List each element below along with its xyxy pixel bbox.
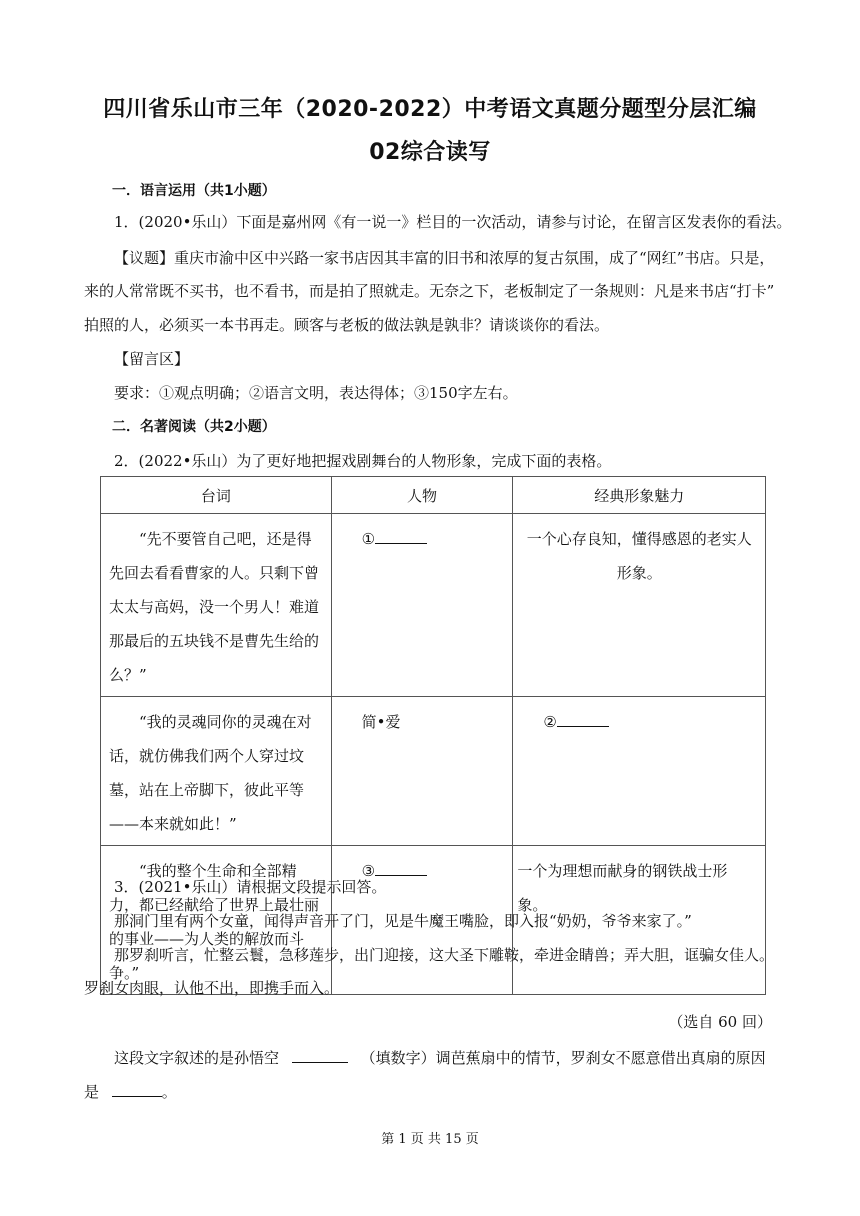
blank-label: ③ xyxy=(361,862,376,880)
question-3-stem: 3．(2021•乐山）请根据文段提示回答。 xyxy=(114,878,387,896)
question-3-question-line-1 xyxy=(114,1046,784,1069)
period: 。 xyxy=(161,1083,177,1101)
question-text: 这段文字叙述的是孙悟空 xyxy=(114,1049,280,1067)
table-header-character: 人物 xyxy=(331,477,513,514)
question-3-question-line-2 xyxy=(84,1080,784,1103)
answer-blank[interactable] xyxy=(375,859,427,876)
section-heading-classics-reading: 二．名著阅读（共2小题） xyxy=(112,419,276,435)
table-header-charm: 经典形象魅力 xyxy=(513,477,766,514)
answer-blank[interactable] xyxy=(112,1080,162,1097)
table-cell-charm xyxy=(513,697,766,846)
question-1-topic-line-1: 【议题】重庆市渝中区中兴路一家书店因其丰富的旧书和浓厚的复古氛围，成了“网红”书店。只是， xyxy=(114,249,775,267)
question-text: （填数字）调芭蕉扇中的情节，罗刹女不愿意借出真扇的原因 xyxy=(360,1049,766,1067)
table-cell-charm: 一个心存良知，懂得感恩的老实人形象。 xyxy=(513,514,766,697)
question-1-topic-line-2: 来的人常常既不买书，也不看书，而是拍了照就走。无奈之下，老板制定了一条规则：凡是来书店“打卡” xyxy=(84,282,775,300)
table-cell-character xyxy=(331,514,513,697)
question-1-stem: 1．(2020•乐山）下面是嘉州网《有一说一》栏目的一次活动，请参与讨论，在留言区发表你的看法。 xyxy=(114,213,792,231)
question-3-paragraph-2-line-1: 那罗刹听言，忙整云鬟，急移莲步，出门迎接，这大圣下雕鞍，牵进金睛兽；弄大胆，诓骗女佳人。 xyxy=(114,946,775,964)
question-1-requirement: 要求：①观点明确；②语言文明，表达得体；③150字左右。 xyxy=(114,384,518,402)
table-row xyxy=(101,514,766,697)
question-3-paragraph-2-line-2: 罗刹女肉眼，认他不出，即携手而入。 xyxy=(84,979,340,997)
document-title: 四川省乐山市三年（2020-2022）中考语文真题分题型分层汇编 xyxy=(103,97,757,122)
question-3-paragraph-1: 那洞门里有两个女童，闻得声音开了门，见是牛魔王嘴脸，即入报“奶奶，爷爷来家了。” xyxy=(114,912,692,930)
section-heading-language-use: 一．语言运用（共1小题） xyxy=(112,183,276,199)
comment-area-label: 【留言区】 xyxy=(114,350,190,368)
answer-blank[interactable] xyxy=(292,1046,348,1063)
table-cell-character: 简•爱 xyxy=(331,697,513,846)
document-subtitle: 02综合读写 xyxy=(369,140,491,165)
blank-label: ② xyxy=(543,713,557,731)
table-cell-line: “先不要管自己吧，还是得先回去看看曹家的人。只剩下曾太太与高妈，没一个男人！难道那最后的五块钱不是曹先生给的么？” xyxy=(101,514,332,697)
answer-blank[interactable] xyxy=(557,710,609,727)
table-cell-line: “我的灵魂同你的灵魂在对话，就仿佛我们两个人穿过坟墓，站在上帝脚下，彼此平等——本来就如此！” xyxy=(101,697,332,846)
table-header-row xyxy=(101,477,766,514)
answer-blank[interactable] xyxy=(375,527,427,544)
question-text: 是 xyxy=(84,1083,100,1101)
table-cell-line: “我的整个生命和全部精力，都已经献给了世界上最壮丽的事业——为人类的解放而斗争。” xyxy=(101,846,332,995)
page-footer: 第 1 页 共 15 页 xyxy=(381,1132,479,1147)
table-cell-charm: 一个为理想而献身的钢铁战士形象。 xyxy=(513,846,766,995)
table-row xyxy=(101,697,766,846)
question-2-stem: 2．(2022•乐山）为了更好地把握戏剧舞台的人物形象，完成下面的表格。 xyxy=(114,452,612,470)
question-1-topic-line-3: 拍照的人，必须买一本书再走。顾客与老板的做法孰是孰非？请谈谈你的看法。 xyxy=(84,316,610,334)
table-header-lines: 台词 xyxy=(101,477,332,514)
blank-label: ① xyxy=(361,530,376,548)
question-3-source: （选自 60 回） xyxy=(668,1013,772,1031)
